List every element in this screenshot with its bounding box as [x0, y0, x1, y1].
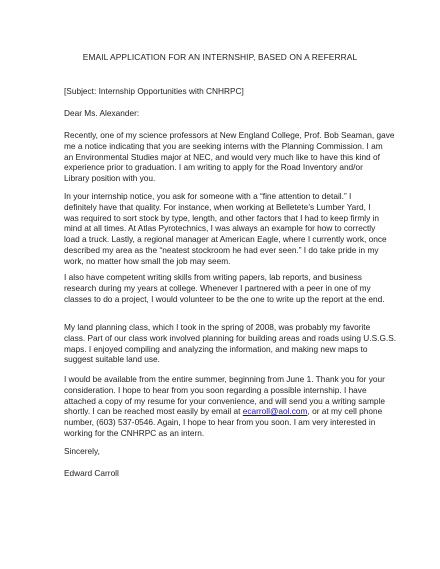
salutation — [64, 108, 384, 119]
text-line: work, no matter how small the job may seem. — [64, 255, 231, 266]
email-suffix: , or at my cell phone — [307, 406, 383, 417]
text-line: classes to do a project, I would volunteer to be the one to write up the report at the end. — [64, 293, 385, 304]
subject-line — [64, 86, 384, 97]
text-line-with-email — [64, 406, 384, 417]
text-line: working for the CNHRPC as an intern. — [64, 427, 205, 438]
letter-title: EMAIL APPLICATION FOR AN INTERNSHIP, BASED ON A REFERRAL — [82, 52, 358, 62]
text-line: consideration. I hope to hear from you soon regarding a possible internship. I have — [64, 384, 367, 395]
signature — [64, 468, 384, 479]
salutation-text: Dear Ms. Alexander: — [64, 108, 140, 118]
paragraph-attention-to-detail — [64, 191, 387, 267]
closing-text: Sincerely, — [64, 446, 100, 456]
text-line: In your internship notice, you ask for someone with a “fine attention to detail.” I — [64, 191, 352, 201]
text-line: Library position with you. — [64, 173, 156, 184]
text-line: an Environmental Studies major at NEC, and would very much like to have this kind of — [64, 151, 380, 162]
text-line: My land planning class, which I took in the spring of 2008, was probably my favorite — [64, 322, 371, 332]
text-line: load a truck. Lastly, a regional manager at American Eagle, where I currently work, once — [64, 234, 387, 245]
text-line: attached a copy of my resume for your convenience, and will send you a writing sample — [64, 395, 385, 406]
text-line: Recently, one of my science professors at New England College, Prof. Bob Seaman, gave — [64, 130, 395, 140]
text-line: I would be available from the entire summer, beginning from June 1. Thank you for your — [64, 374, 385, 384]
email-link[interactable]: ecarroll@aol.com — [242, 406, 308, 417]
subject-text: [Subject: Internship Opportunities with CNHRPC] — [64, 86, 244, 96]
text-line: I also have competent writing skills from writing papers, lab reports, and business — [64, 272, 362, 282]
paragraph-referral — [64, 130, 395, 184]
closing — [64, 446, 384, 457]
text-line: class. Part of our class work involved planning for building areas and roads using U.S.G.S. — [64, 332, 397, 343]
text-line: number, (603) 537-0546. Again, I hope to hear from you soon. I am very interested in — [64, 417, 376, 428]
text-line: mind at all times. At Atlas Pyrotechnics, I was always an example for how to correctly — [64, 223, 376, 234]
email-prefix: shortly. I can be reached most easily by email at — [64, 406, 243, 417]
signature-name: Edward Carroll — [64, 468, 119, 478]
paragraph-land-planning — [64, 322, 397, 365]
text-line: experience prior to graduation. I am writing to apply for the Road Inventory and/or — [64, 162, 363, 173]
paragraph-writing-skills — [64, 272, 384, 304]
text-line: suggest suitable land use. — [64, 354, 160, 365]
paragraph-availability — [64, 374, 384, 439]
text-line: definitely have that quality. For instance, when working at Belletete’s Lumber Yard, I — [64, 201, 371, 212]
text-line: described my area as the “neatest stockroom he had ever seen.” I do take pride in my — [64, 244, 379, 255]
text-line: research during my years at college. Whenever I partnered with a peer in one of my — [64, 282, 371, 293]
text-line: me a notice indicating that you are seeking interns with the Planning Commission. I am — [64, 140, 383, 151]
text-line: was required to sort stock by type, length, and other factors that I had to keep firmly in — [64, 212, 379, 223]
text-line: maps. I enjoyed compiling and analyzing the information, and making new maps to — [64, 343, 368, 354]
